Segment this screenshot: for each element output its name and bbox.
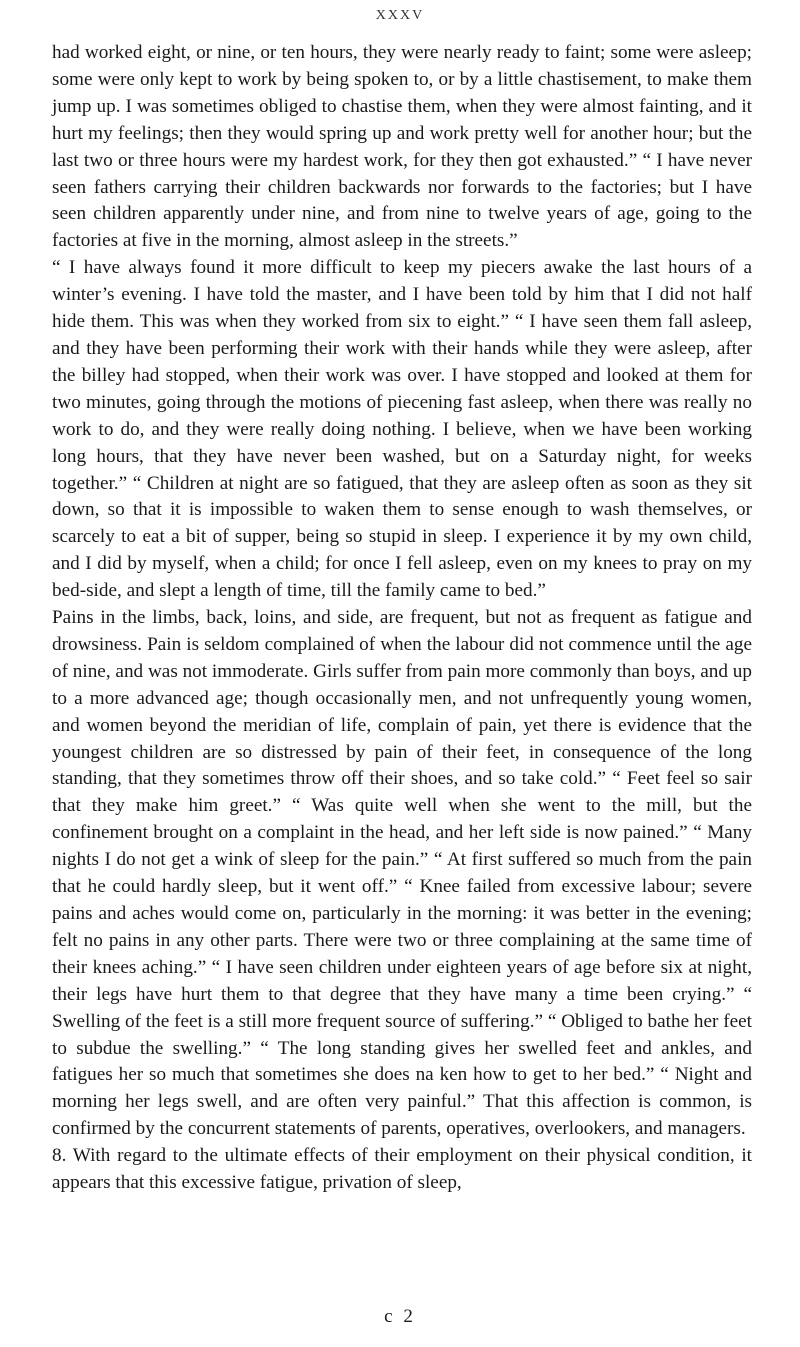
- running-head: XXXV: [375, 8, 425, 23]
- paragraph: 8. With regard to the ultimate effects of their employment on their physical condition, it appears that this excessive fatigue, privation of sleep,: [52, 1145, 752, 1194]
- paragraph: Pains in the limbs, back, loins, and side, are frequent, but not as frequent as fatigue and drowsiness. Pain is seldom complained of when the labour did not commence until the age of nine, and was not immoderate. Girls suffer from pain more commonly than boys, and up to a more advanced age; though occasionally men, and not unfrequently young women, and women beyond the meridian of life, complain of pain, yet there is evidence that the youngest children are so distressed by pain of their feet, in consequence of the long standing, that they sometimes throw off their shoes, and so take cold.” “ Feet feel so sair that they make him greet.” “ Was quite well when she went to the mill, but the confinement brought on a complaint in the head, and her left side is now pained.” “ Many nights I do not get a wink of sleep for the pain.” “ At first suffered so much from the pain that he could hardly sleep, but it went off.” “ Knee failed from excessive labour; severe pains and aches would come on, particularly in the morning: it was better in the evening; felt no pains in any other parts. There were two or three complaining at the same time of their knees aching.” “ I have seen children under eighteen years of age before six at night, their legs have hurt them to that degree that they have many a time been crying.” “ Swelling of the feet is a still more frequent source of suffering.” “ Obliged to bathe her feet to subdue the swelling.” “ The long standing gives her swelled feet and ankles, and fatigues her so much that sometimes she does na ken how to get to her bed.” “ Night and morning her legs swell, and are often very painful.” That this affection is common, is confirmed by the concurrent statements of parents, operatives, overlookers, and managers.: [52, 607, 752, 1140]
- paragraph: had worked eight, or nine, or ten hours, they were nearly ready to faint; some were asleep; some were only kept to work by being spoken to, or by a little chastisement, to make them jump up. I was sometimes obliged to chastise them, when they were almost fainting, and it hurt my feelings; then they would spring up and work pretty well for another hour; but the last two or three hours were my hardest work, for they then got exhausted.” “ I have never seen fathers carrying their children backwards nor forwards to the factories; but I have seen children apparently under nine, and from nine to twelve years of age, going to the factories at five in the morning, almost asleep in the streets.”: [52, 42, 752, 252]
- paragraph: “ I have always found it more difficult to keep my piecers awake the last hours of a winter’s evening. I have told the master, and I have been told by him that I did not half hide them. This was when they worked from six to eight.” “ I have seen them fall asleep, and they have been performing their work with their hands while they were asleep, after the billey had stopped, when their work was over. I have stopped and looked at them for two minutes, going through the motions of piecening fast asleep, when there was really no work to do, and they were really doing nothing. I believe, when we have been working long hours, that they have never been washed, but on a Saturday night, for weeks together.” “ Children at night are so fatigued, that they are asleep often as soon as they sit down, so that it is impossible to waken them to sense enough to wash themselves, or scarcely to eat a bit of supper, being so stupid in sleep. I experience it by my own child, and I did by myself, when a child; for once I fell asleep, even on my knees to pray on my bed-side, and slept a length of time, till the family came to bed.”: [52, 257, 752, 602]
- body-text: [52, 40, 752, 1197]
- signature-mark: c 2: [384, 1306, 416, 1327]
